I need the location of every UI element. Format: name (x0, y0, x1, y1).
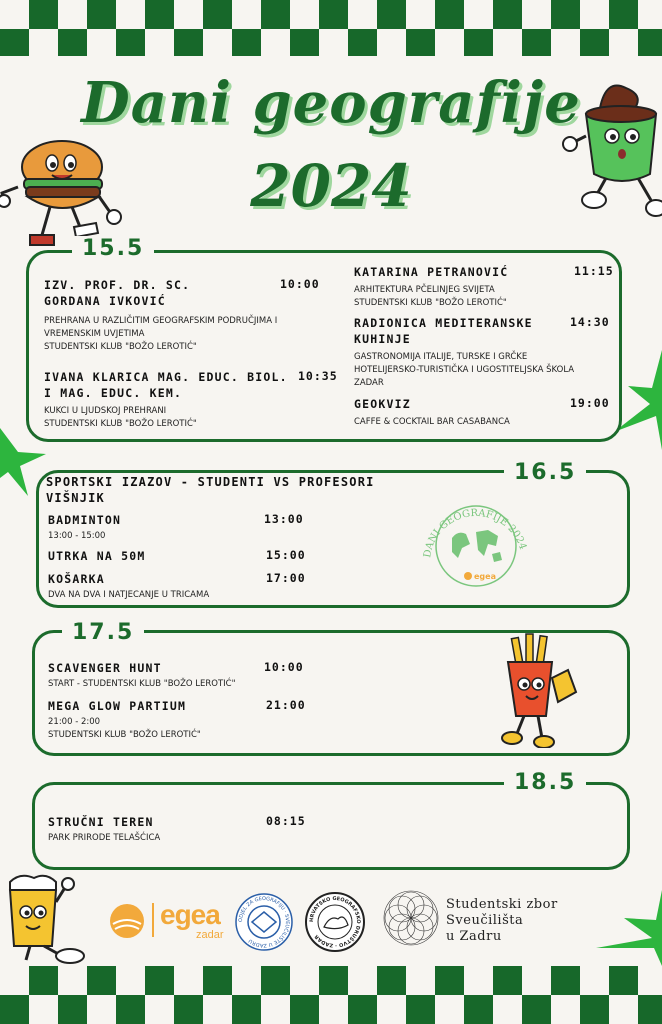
sports-heading (46, 474, 426, 506)
event-title: KATARINA PETRANOVIĆ (354, 265, 509, 279)
day-date-17-5: 17.5 (62, 620, 144, 645)
event-title: UTRKA NA 50M (48, 549, 146, 563)
event-scavenger-hunt (48, 660, 308, 691)
event-radionica (354, 315, 616, 390)
dani-geografije-stamp-icon (418, 500, 534, 590)
event-strucni-teren (48, 814, 308, 845)
studentski-zbor-rosette-icon (382, 889, 440, 947)
event-utrka (48, 548, 308, 564)
event-title: MEGA GLOW PARTIUM (48, 699, 187, 713)
event-title: GEOKVIZ (354, 397, 411, 411)
svg-text:DANI GEOGRAFIJE 2024: DANI GEOGRAFIJE 2024 (422, 507, 529, 559)
event-time: 19:00 (570, 396, 610, 410)
french-fries-mascot-icon (496, 632, 582, 748)
event-badminton (48, 512, 308, 543)
svg-text:ODJEL ZA GEOGRAFIJU · SVEUČILI: ODJEL ZA GEOGRAFIJU · SVEUČILIŠTE U ZADRU (237, 895, 291, 949)
day-date-18-5: 18.5 (504, 770, 586, 795)
event-description: 21:00 - 2:00 STUDENTSKI KLUB "BOŽO LEROTIĆ" (48, 717, 201, 740)
odjel-za-geografiju-logo-icon (234, 892, 294, 952)
event-kosarka (48, 571, 308, 602)
event-time: 10:00 (264, 660, 304, 674)
sponsor-logos (0, 885, 662, 955)
event-time: 10:00 (280, 277, 320, 291)
egea-city: zadar (196, 929, 224, 941)
day-date-15-5: 15.5 (72, 236, 154, 261)
event-time: 15:00 (266, 548, 306, 562)
event-time: 14:30 (570, 315, 610, 329)
event-time: 13:00 (264, 512, 304, 526)
event-title: SCAVENGER HUNT (48, 661, 162, 675)
event-mega-glow-partium (48, 698, 308, 742)
egea-divider (152, 903, 154, 937)
event-description: PARK PRIRODE TELAŠĆICA (48, 833, 161, 843)
poster-title: Dani geografije (81, 70, 581, 136)
event-title: STRUČNI TEREN (48, 815, 154, 829)
sports-heading-title: SPORTSKI IZAZOV - STUDENTI VS PROFESORI (46, 475, 375, 489)
event-description: CAFFE & COCKTAIL BAR CASABANCA (354, 417, 510, 427)
event-katarina-petranovic (354, 264, 614, 310)
event-description: PREHRANA U RAZLIČITIM GEOGRAFSKIM PODRUČJIMA I VREMENSKIM UVJETIMA STUDENTSKI KLUB "BOŽO LEROTIĆ" (44, 316, 278, 352)
checkerboard-top-border (0, 0, 662, 56)
event-time: 21:00 (266, 698, 306, 712)
svg-text:egea: egea (474, 572, 496, 581)
egea-sun-logo-icon (108, 902, 146, 940)
studentski-zbor-name: Studentski zbor Sveučilišta u Zadru (446, 897, 558, 944)
day-date-16-5: 16.5 (504, 460, 586, 485)
event-description: START - STUDENTSKI KLUB "BOŽO LEROTIĆ" (48, 679, 236, 689)
event-title: IZV. PROF. DR. SC. GORDANA IVKOVIĆ (44, 278, 191, 308)
event-gordana-ivkovic (44, 277, 324, 354)
event-time: 10:35 (298, 369, 338, 383)
poster-year: 2024 (250, 152, 412, 220)
egea-wordmark: egea (160, 899, 220, 930)
event-description: KUKCI U LJUDSKOJ PREHRANI STUDENTSKI KLUB "BOŽO LEROTIĆ" (44, 406, 197, 429)
event-time: 11:15 (574, 264, 614, 278)
burger-mascot-icon (0, 135, 130, 250)
event-time: 17:00 (266, 571, 306, 585)
event-title: KOŠARKA (48, 572, 105, 586)
event-geokviz (354, 396, 616, 429)
hgd-zadar-logo-icon (304, 891, 366, 953)
sports-location: VIŠNJIK (46, 491, 105, 505)
event-description: ARHITEKTURA PČELINJEG SVIJETA STUDENTSKI KLUB "BOŽO LEROTIĆ" (354, 285, 507, 308)
svg-text:HRVATSKO GEOGRAFSKO DRUŠTVO ·: HRVATSKO GEOGRAFSKO DRUŠTVO · ZADAR (308, 895, 362, 949)
event-title: IVANA KLARICA MAG. EDUC. BIOL. I MAG. EDUC. KEM. (44, 370, 288, 400)
event-ivana-klarica (44, 369, 338, 431)
checkerboard-bottom-border (0, 966, 662, 1024)
event-time: 08:15 (266, 814, 306, 828)
event-title: RADIONICA MEDITERANSKE KUHINJE (354, 316, 533, 346)
event-description: 13:00 - 15:00 (48, 531, 106, 541)
event-description: DVA NA DVA I NATJECANJE U TRICAMA (48, 590, 210, 600)
event-title: BADMINTON (48, 513, 122, 527)
coffee-cup-mascot-icon (560, 78, 662, 223)
event-description: GASTRONOMIJA ITALIJE, TURSKE I GRČKE HOTELIJERSKO-TURISTIČKA I UGOSTITELJSKA ŠKOLA ZADAR (354, 352, 575, 388)
